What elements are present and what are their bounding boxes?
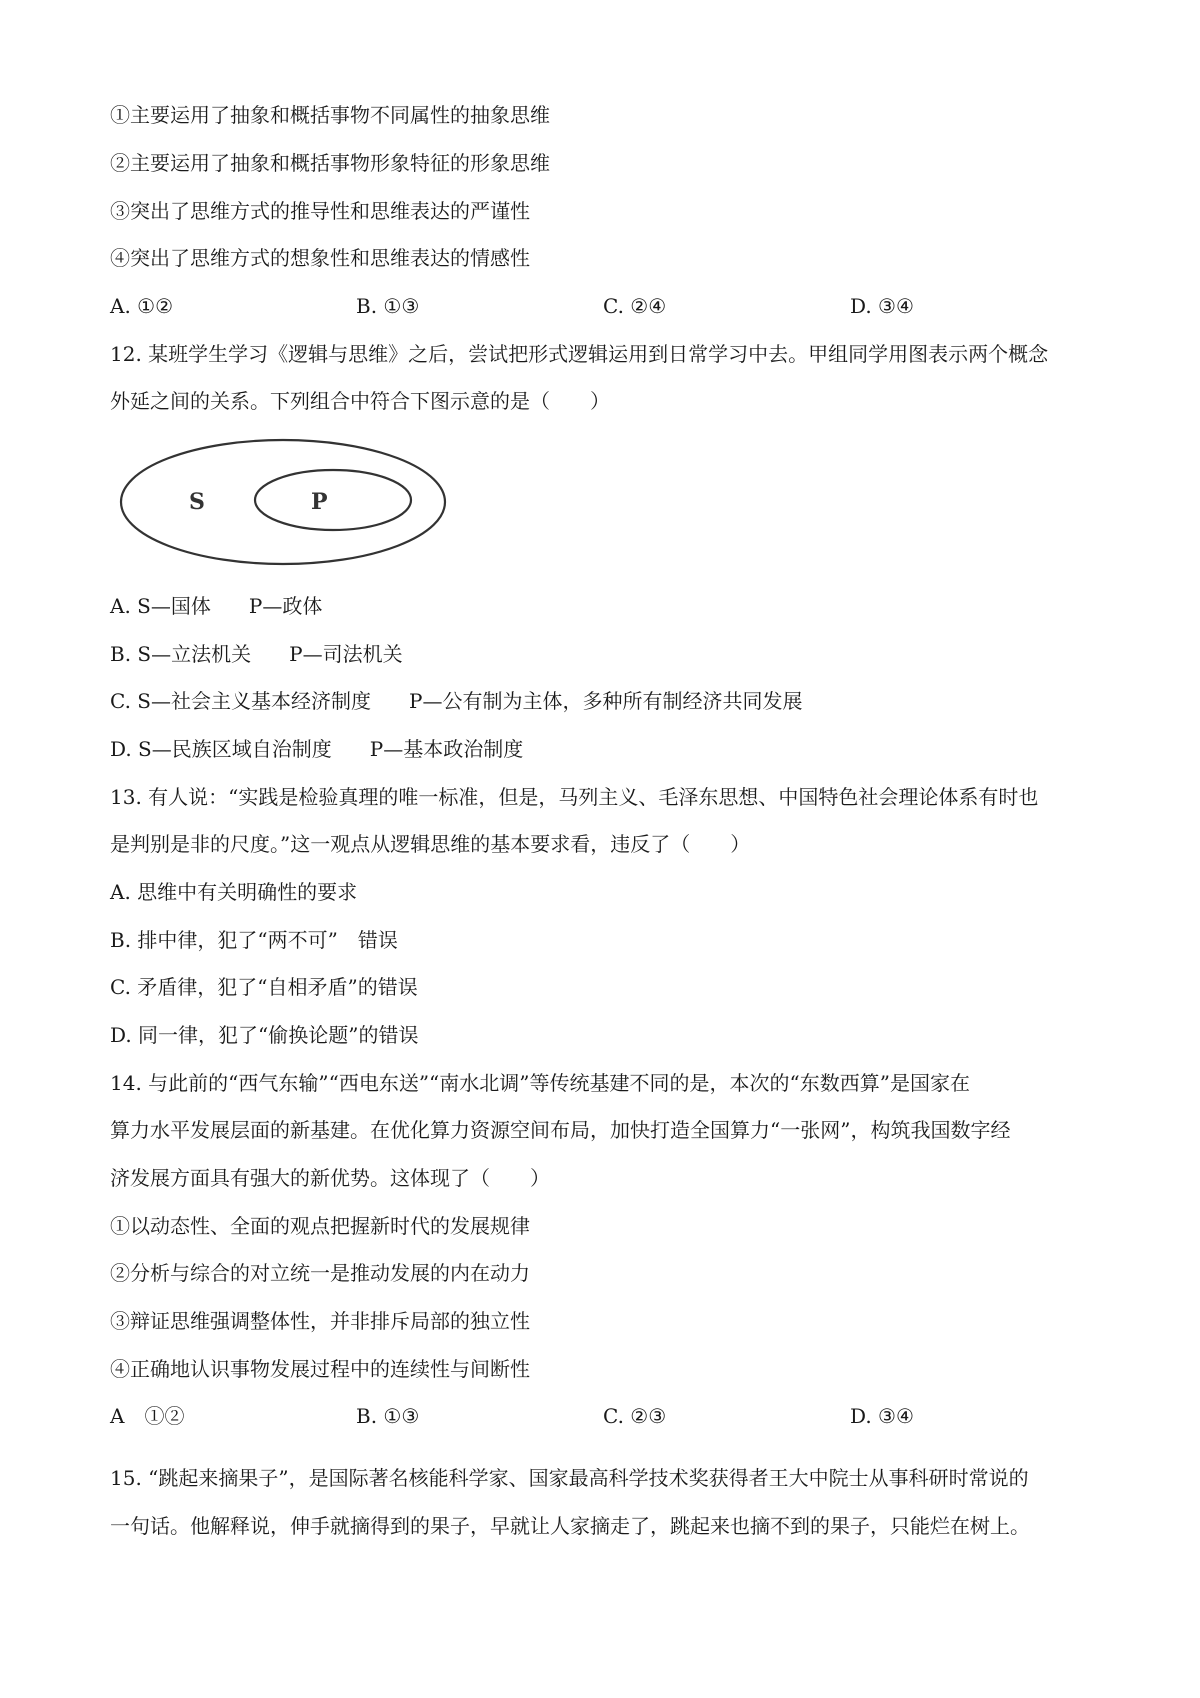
venn-outer-ellipse [121,440,445,564]
q13-option-b: B. 排中律，犯了“两不可” 错误 [110,928,398,952]
q12-option-d [110,735,523,763]
q12-stem-line-1: 12. 某班学生学习《逻辑与思维》之后，尝试把形式逻辑运用到日常学习中去。甲组同学用图表示两个概念 [110,342,1049,366]
q12-stem-line-2: 外延之间的关系。下列组合中符合下图示意的是（ ） [110,389,610,413]
q15-stem-line-1: 15. “跳起来摘果子”，是国际著名核能科学家、国家最高科学技术奖获得者王大中院士从事科研时常说的 [110,1466,1029,1490]
q14-item-2: ②分析与综合的对立统一是推动发展的内在动力 [110,1261,530,1285]
q13-stem-line-1: 13. 有人说：“实践是检验真理的唯一标准，但是，马列主义、毛泽东思想、中国特色社会理论体系有时也 [110,785,1039,809]
q15-stem-line-2: 一句话。他解释说，伸手就摘得到的果子，早就让人家摘走了，跳起来也摘不到的果子，只能烂在树上。 [110,1514,1030,1538]
q14-option-a: A ①② [110,1404,185,1428]
q12-option-b [110,640,403,668]
q12-option-c-p: P—公有制为主体，多种所有制经济共同发展 [409,689,803,713]
q14-option-c: C. ②③ [603,1404,667,1428]
q13-option-d: D. 同一律，犯了“偷换论题”的错误 [110,1023,419,1047]
q14-option-b: B. ①③ [356,1404,420,1428]
q14-item-4: ④正确地认识事物发展过程中的连续性与间断性 [110,1357,530,1381]
q11-item-1: ①主要运用了抽象和概括事物不同属性的抽象思维 [110,103,550,127]
q12-option-b-p: P—司法机关 [289,642,403,666]
q11-option-a: A. ①② [110,294,174,318]
q12-option-a [110,592,322,620]
q12-option-c [110,687,802,715]
venn-diagram [115,432,455,572]
venn-inner-ellipse [255,470,411,530]
venn-label-s: S [189,489,205,515]
q14-item-1: ①以动态性、全面的观点把握新时代的发展规律 [110,1214,530,1238]
q12-option-c-s: C. S—社会主义基本经济制度 [110,689,372,713]
q11-item-3: ③突出了思维方式的推导性和思维表达的严谨性 [110,199,530,223]
q12-option-d-p: P—基本政治制度 [369,737,524,761]
q11-option-d: D. ③④ [850,294,914,318]
q11-item-4: ④突出了思维方式的想象性和思维表达的情感性 [110,246,530,270]
q14-option-d: D. ③④ [850,1404,914,1428]
q14-stem-line-2: 算力水平发展层面的新基建。在优化算力资源空间布局，加快打造全国算力“一张网”，构筑我国数字经 [110,1118,1011,1142]
q14-stem-line-1: 14. 与此前的“西气东输”“西电东送”“南水北调”等传统基建不同的是，本次的“东数西算”是国家在 [110,1071,970,1095]
q12-option-a-p: P—政体 [248,594,323,618]
q12-option-b-s: B. S—立法机关 [110,642,252,666]
q14-item-3: ③辩证思维强调整体性，并非排斥局部的独立性 [110,1309,530,1333]
q12-option-a-s: A. S—国体 [110,594,211,618]
venn-label-p: P [311,489,328,515]
q11-option-c: C. ②④ [603,294,667,318]
q14-stem-line-3: 济发展方面具有强大的新优势。这体现了（ ） [110,1166,550,1190]
q11-item-2: ②主要运用了抽象和概括事物形象特征的形象思维 [110,151,550,175]
q13-option-c: C. 矛盾律，犯了“自相矛盾”的错误 [110,975,418,999]
q13-option-a: A. 思维中有关明确性的要求 [110,880,358,904]
q13-stem-line-2: 是判别是非的尺度。”这一观点从逻辑思维的基本要求看，违反了（ ） [110,832,751,856]
q12-option-d-s: D. S—民族区域自治制度 [110,737,332,761]
q11-option-b: B. ①③ [356,294,420,318]
